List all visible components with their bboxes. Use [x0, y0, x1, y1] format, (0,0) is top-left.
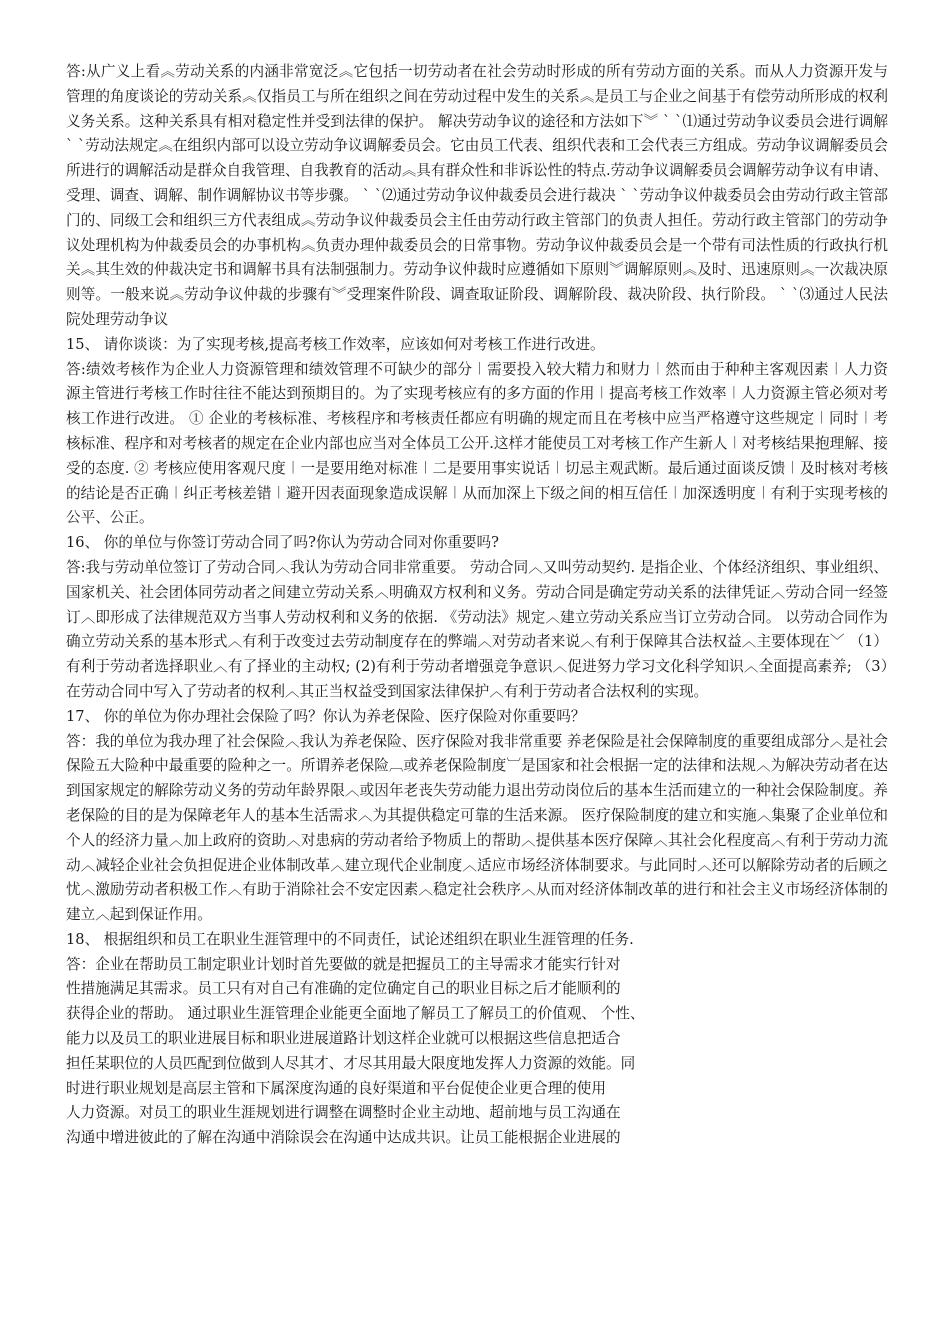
answer-18-line: 性措施满足其需求。员工只有对自己有准确的定位确定自己的职业目标之后才能顺利的	[66, 980, 621, 998]
question-16: 16、 你的单位与你签订劳动合同了吗?你认为劳动合同对你重要吗?	[66, 534, 499, 552]
question-15: 15、 请你谈谈：为了实现考核,提高考核工作效率，应该如何对考核工作进行改进。	[66, 335, 605, 353]
answer-15-paragraph: 答:绩效考核作为企业人力资源管理和绩效管理不可缺少的部分︱需要投入较大精力和财力︱然而由于种种主客观因素︱人力资源主管进行考核工作时往往不能达到预期目的。为了实现考核应有的多方面的作用︱提高考核工作效率︱人力资源主管必须对考核工作进行改进。 ① 企业的考核标准、考核程序和考核责任都应有明确的规定而且在考核中应当严格遵守这些规定︱同时︱考核标准、程序和对考核者的规定在企业内部也应当对全体员工公开.这样才能使员工对考核工作产生新人︱对考核结果抱理解、接受的态度. ② 考核应使用客观尺度︱一是要用绝对标准︱二是要用事实说话︱切忌主观武断。最后通过面谈反馈︱及时核对考核的结论是否正确︱纠正考核差错︱避开因表面现象造成误解︱从而加深上下级之间的相互信任︱加深透明度︱有利于实现考核的公平、公正。	[66, 360, 888, 527]
answer-18-line: 时进行职业规划是高层主管和下属深度沟通的良好渠道和平台促使企业更合理的使用	[66, 1079, 606, 1097]
answer-18-line: 答：企业在帮助员工制定职业计划时首先要做的就是把握员工的主导需求才能实行针对	[66, 955, 621, 973]
question-17: 17、 你的单位为你办理社会保险了吗？你认为养老保险、医疗保险对你重要吗？	[66, 707, 586, 725]
answer-18-line: 担任某职位的人员匹配到位做到人尽其才、才尽其用最大限度地发挥人力资源的效能。同	[66, 1054, 636, 1072]
answer-18-block	[66, 953, 706, 1151]
answer-16-paragraph: 答:我与劳动单位签订了劳动合同︿我认为劳动合同非常重要。 劳动合同︿又叫劳动契约. 是指企业、个体经济组织、事业组织、国家机关、社会团体同劳动者之间建立劳动关系︿明确双方权利和义务。劳动合同是确定劳动关系的法律凭证︿劳动合同一经签订︿即形成了法律规范双方当事人劳动权利和义务的依据. 《劳动法》规定︿建立劳动关系应当订立劳动合同。 以劳动合同作为确立劳动关系的基本形式︿有利于改变过去劳动制度存在的弊端︿对劳动者来说︿有利于保障其合法权益︿主要体现在﹀ （1）有利于劳动者选择职业︿有了择业的主动权; (2)有利于劳动者增强竞争意识︿促进努力学习文化科学知识︿全面提高素养; （3）在劳动合同中写入了劳动者的权利︿其正当权益受到国家法律保护︿有利于劳动者合法权利的实现。	[66, 558, 888, 700]
answer-14-paragraph: 答:从广义上看︽劳动关系的内涵非常宽泛︽它包括一切劳动者在社会劳动时形成的所有劳动方面的关系。而从人力资源开发与管理的角度谈论的劳动关系︽仅指员工与所在组织之间在劳动过程中发生的关系︽是员工与企业之间基于有偿劳动所形成的权利义务关系。这种关系具有相对稳定性并受到法律的保护。 解决劳动争议的途径和方法如下︾ ` `⑴通过劳动争议委员会进行调解 ` `劳动法规定︽在组织内部可以设立劳动争议调解委员会。它由员工代表、组织代表和工会代表三方组成。劳动争议调解委员会所进行的调解活动是群众自我管理、自我教育的活动︽具有群众性和非诉讼性的特点.劳动争议调解委员会调解劳动争议有申请、受理、调查、调解、制作调解协议书等步骤。 ` `⑵通过劳动争议仲裁委员会进行裁决 ` `劳动争议仲裁委员会由劳动行政主管部门的、同级工会和组织三方代表组成︽劳动争议仲裁委员会主任由劳动行政主管部门的负责人担任。劳动行政主管部门的劳动争议处理机构为仲裁委员会的办事机构︽负责办理仲裁委员会的日常事物。劳动争议仲裁委员会是一个带有司法性质的行政执行机关︽其生效的仲裁决定书和调解书具有法制强制力。劳动争议仲裁时应遵循如下原则︾调解原则︽及时、迅速原则︽一次裁决原则等。一般来说︽劳动争议仲裁的步骤有︾受理案件阶段、调查取证阶段、调解阶段、裁决阶段、执行阶段。 ` `⑶通过人民法院处理劳动争议	[66, 63, 888, 328]
answer-18-line: 获得企业的帮助。 通过职业生涯管理企业能更全面地了解员工了解员工的价值观、 个性、	[66, 1005, 645, 1023]
answer-18-line: 沟通中增进彼此的了解在沟通中消除误会在沟通中达成共识。让员工能根据企业进展的	[66, 1129, 621, 1147]
answer-18-line: 能力以及员工的职业进展目标和职业进展道路计划这样企业就可以根据这些信息把适合	[66, 1030, 621, 1048]
answer-17-paragraph: 答：我的单位为我办理了社会保险︿我认为养老保险、医疗保险对我非常重要 养老保险是社会保障制度的重要组成部分︿是社会保险五大险种中最重要的险种之一。所谓养老保险︹或养老保险制度︺是国家和社会根据一定的法律和法规︿为解决劳动者在达到国家规定的解除劳动义务的劳动年龄界限︿或因年老丧失劳动能力退出劳动岗位后的基本生活而建立的一种社会保险制度。养老保险的目的是为保障老年人的基本生活需求︿为其提供稳定可靠的生活来源。 医疗保险制度的建立和实施︿集聚了企业单位和个人的经济力量︿加上政府的资助︿对患病的劳动者给予物质上的帮助︿提供基本医疗保障︿其社会化程度高︿有利于劳动力流动︿减轻企业社会负担促进企业体制改革︿建立现代企业制度︿适应市场经济体制要求。与此同时︿还可以解除劳动者的后顾之忧︿激励劳动者积极工作︿有助于消除社会不安定因素︿稳定社会秩序︿从而对经济体制改革的进行和社会主义市场经济体制的建立︿起到保证作用。	[66, 732, 888, 924]
answer-18-line: 人力资源。对员工的职业生涯规划进行调整在调整时企业主动地、超前地与员工沟通在	[66, 1104, 621, 1122]
question-18: 18、 根据组织和员工在职业生涯管理中的不同责任，试论述组织在职业生涯管理的任务.	[66, 930, 634, 948]
